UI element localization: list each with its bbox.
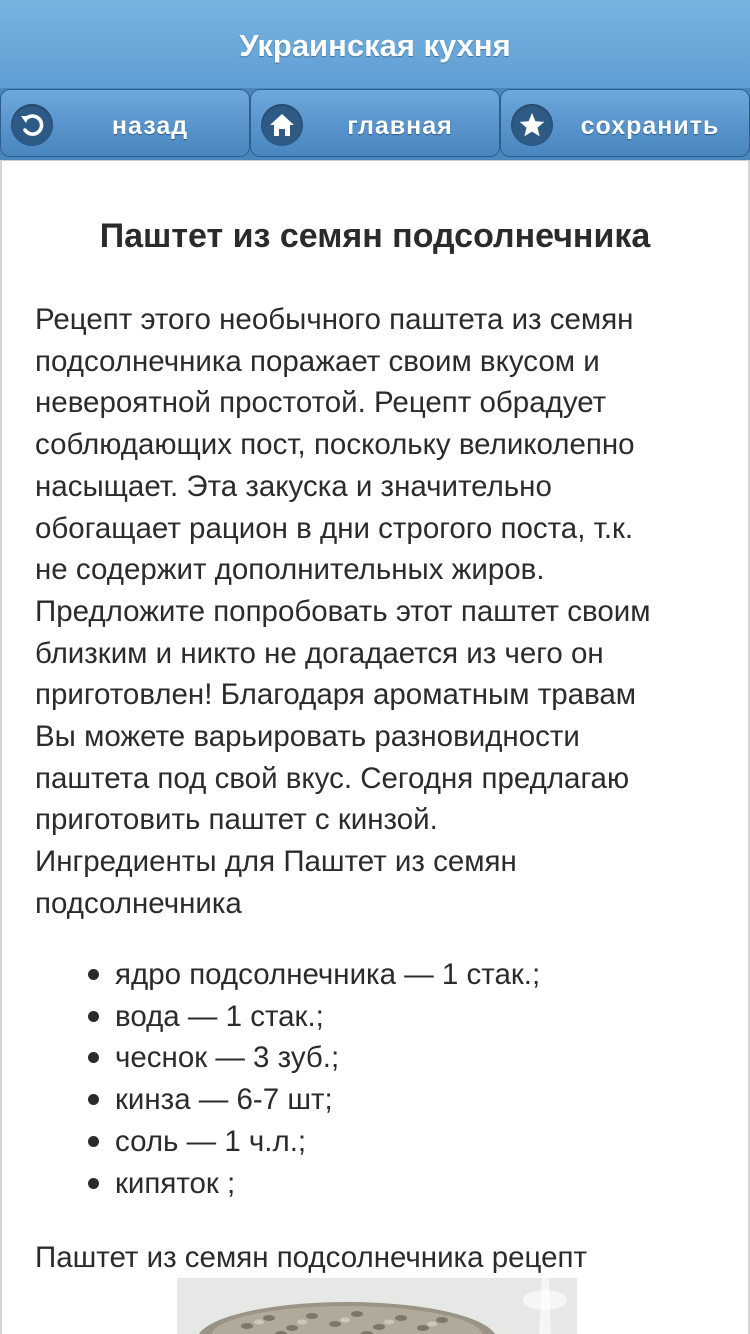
- intro-line: близким и никто не догадается из чего он: [35, 636, 604, 670]
- intro-line: Предложите попробовать этот паштет своим: [35, 594, 651, 628]
- navigation-toolbar: [0, 88, 750, 160]
- list-item: [35, 1121, 725, 1163]
- intro-line: обогащает рацион в дни строгого поста, т.к.: [35, 511, 634, 545]
- ingredient-text: ядро подсолнечника — 1 стак.;: [115, 958, 541, 991]
- intro-line: подсолнечника поражает своим вкусом и: [35, 344, 600, 378]
- intro-line: Вы можете варьировать разновидности: [35, 720, 580, 754]
- intro-line: не содержит дополнительных жиров.: [35, 553, 545, 587]
- intro-line: приготовлен! Благодаря ароматным травам: [35, 678, 637, 712]
- home-button[interactable]: [250, 89, 500, 157]
- intro-line: невероятной простотой. Рецепт обрадует: [35, 386, 607, 420]
- back-button[interactable]: [0, 89, 250, 157]
- back-button-label: назад: [111, 112, 189, 140]
- ingredients-list: [35, 954, 725, 1204]
- ingredients-heading-line: подсолнечника: [35, 886, 242, 920]
- recipe-intro: [35, 299, 725, 925]
- ingredient-text: соль — 1 ч.л.;: [115, 1124, 307, 1158]
- intro-line: приготовить паштет с кинзой.: [35, 803, 438, 837]
- ingredient-text: чеснок — 3 зуб.;: [115, 1041, 340, 1075]
- intro-line: соблюдающих пост, поскольку великолепно: [35, 428, 635, 462]
- recipe-title: Паштет из семян подсолнечника: [99, 217, 651, 255]
- home-icon: [261, 104, 303, 146]
- bullet-icon: [88, 1178, 99, 1189]
- bullet-icon: [88, 1052, 99, 1063]
- app-header: [0, 0, 750, 90]
- ingredients-heading-line: Ингредиенты для Паштет из семян: [35, 845, 517, 879]
- home-button-label: главная: [347, 112, 453, 140]
- list-item: [35, 996, 725, 1038]
- list-item: [35, 954, 725, 996]
- list-item: [35, 1079, 725, 1121]
- back-arrow-icon: [11, 104, 53, 146]
- bullet-icon: [88, 1011, 99, 1022]
- ingredient-text: кипяток ;: [115, 1166, 236, 1200]
- intro-line: Рецепт этого необычного паштета из семян: [35, 303, 634, 336]
- star-icon: [511, 104, 553, 146]
- save-button-label: сохранить: [580, 112, 720, 140]
- recipe-content[interactable]: [0, 160, 750, 1334]
- recipe-photo: [177, 1278, 577, 1334]
- ingredient-text: кинза — 6-7 шт;: [115, 1083, 333, 1117]
- bullet-icon: [88, 1094, 99, 1105]
- bullet-icon: [88, 1136, 99, 1147]
- list-item: [35, 1163, 725, 1205]
- ingredient-text: вода — 1 стак.;: [115, 999, 324, 1033]
- intro-line: паштета под свой вкус. Сегодня предлагаю: [35, 761, 630, 795]
- app-title: Украинская кухня: [239, 28, 511, 63]
- list-item: [35, 1037, 725, 1079]
- recipe-photo-caption: Паштет из семян подсолнечника рецепт: [35, 1241, 587, 1274]
- intro-line: насыщает. Эта закуска и значительно: [35, 469, 552, 503]
- bullet-icon: [88, 969, 99, 980]
- save-button[interactable]: [500, 89, 750, 157]
